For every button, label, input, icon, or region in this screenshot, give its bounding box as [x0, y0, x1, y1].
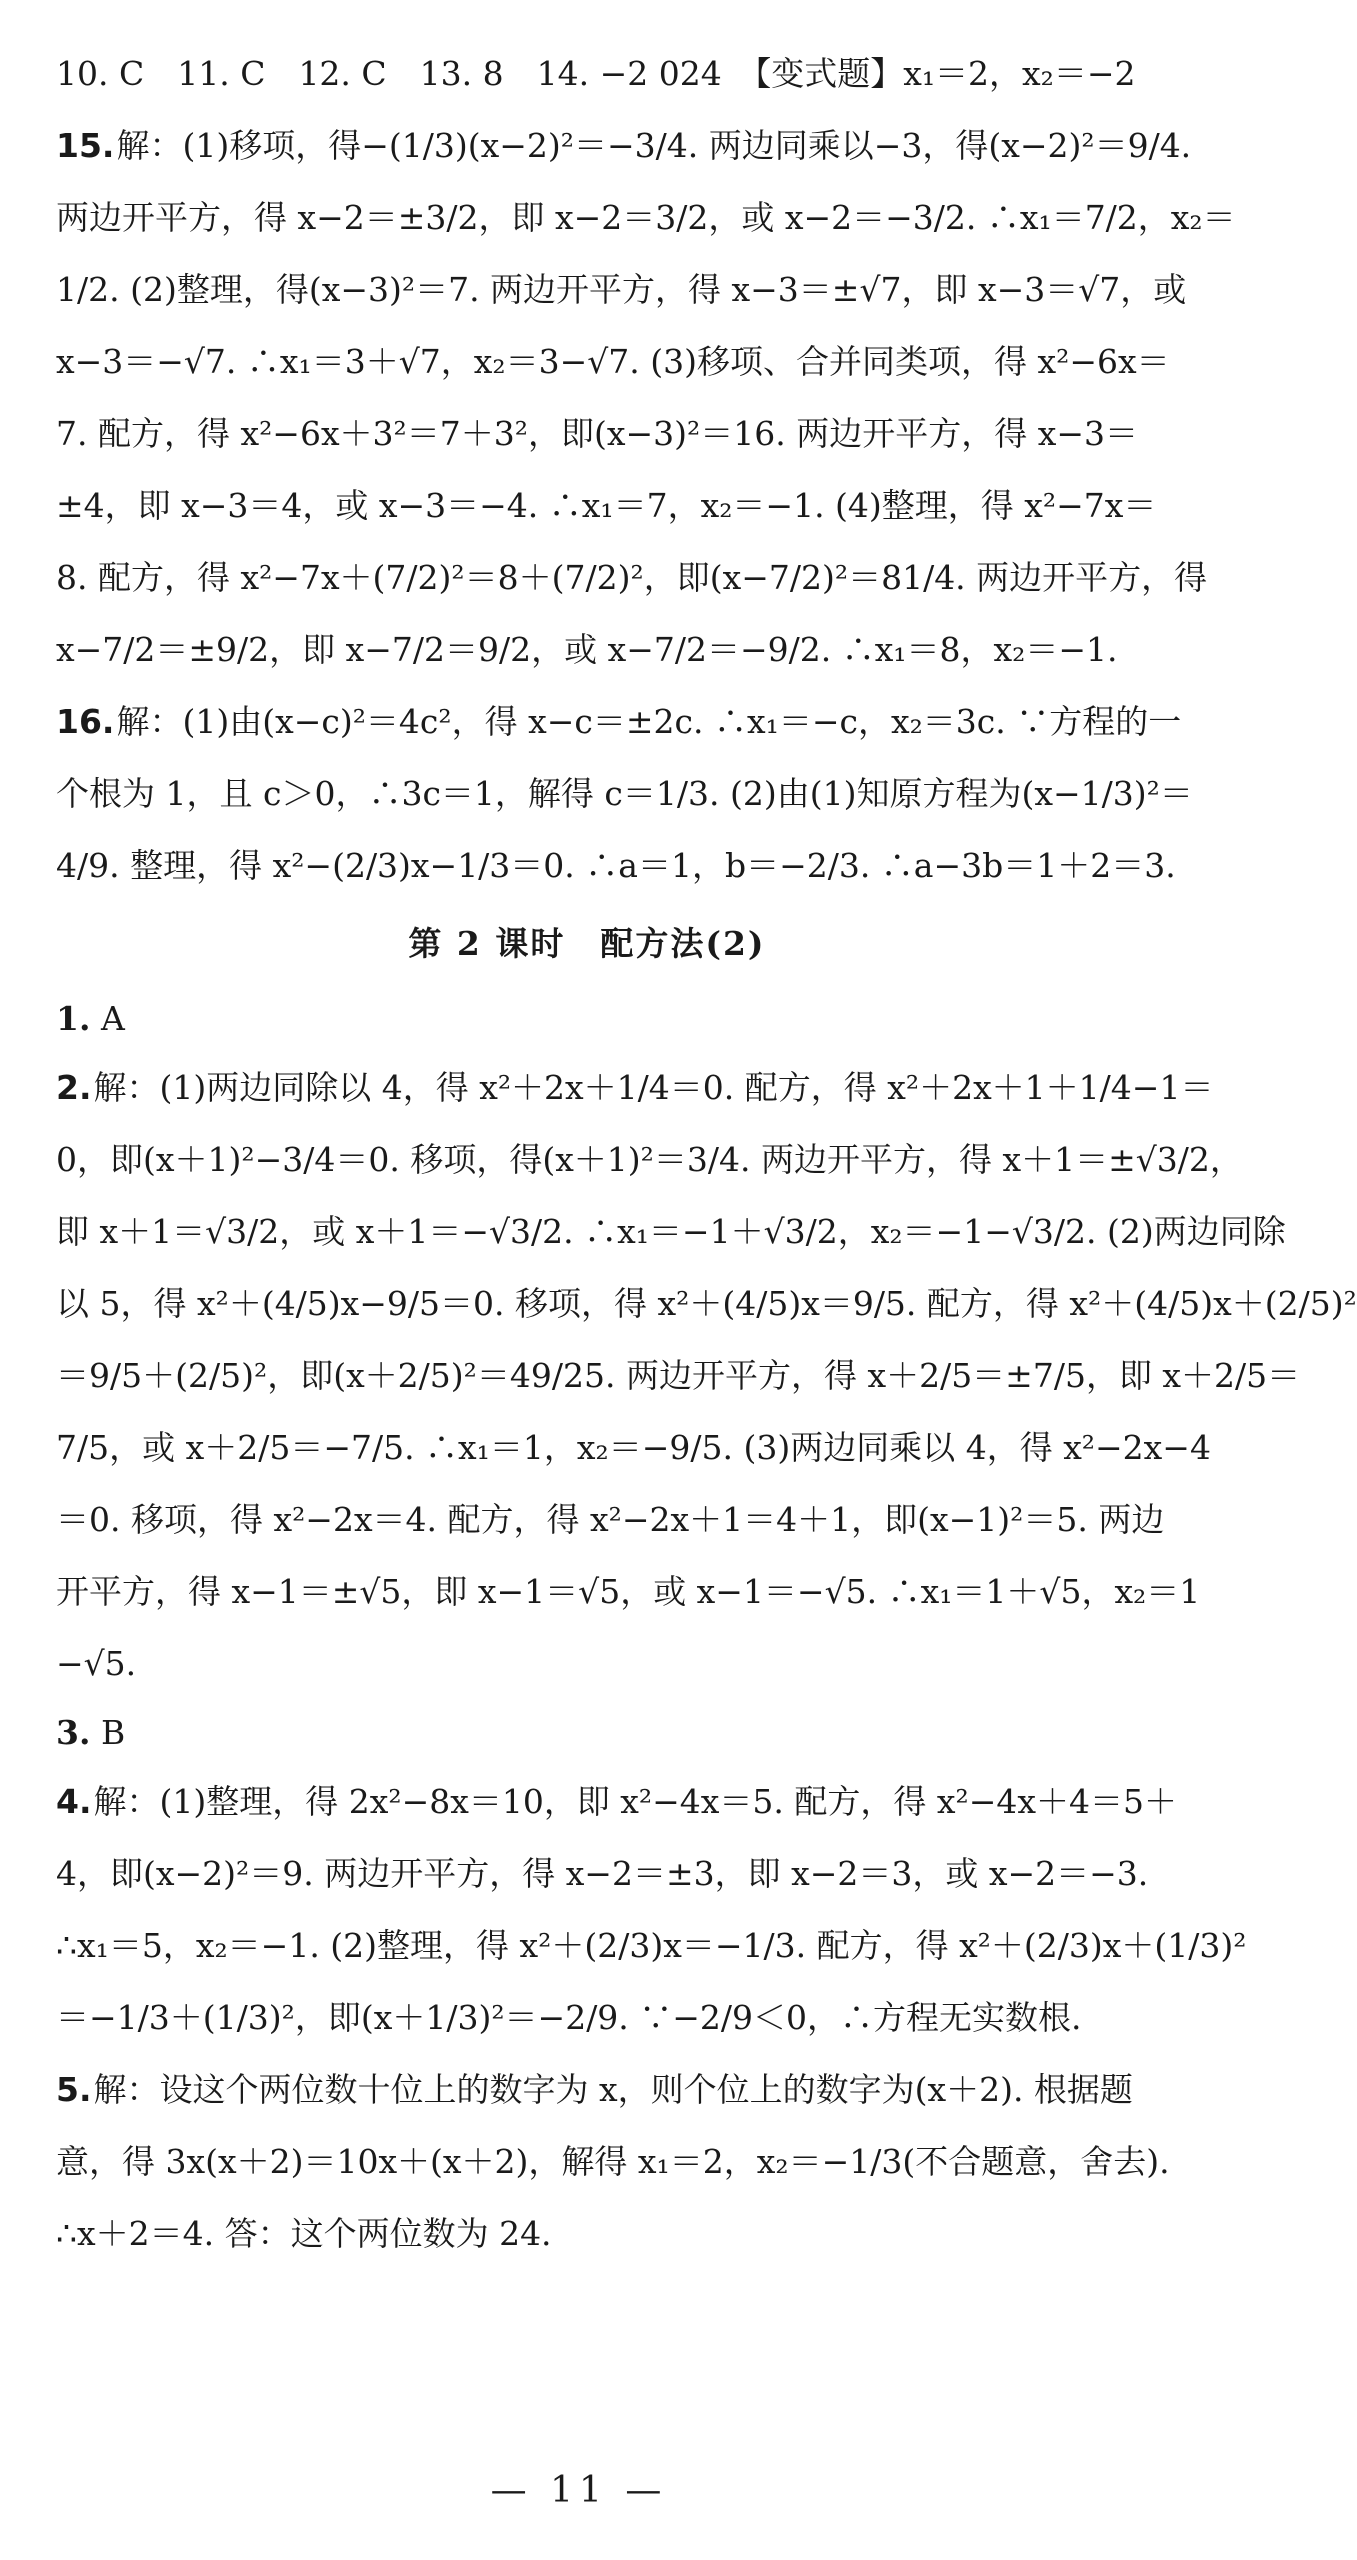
solution-line: ＝−1/3＋(1/3)²，即(x＋1/3)²＝−2/9. ∵−2/9＜0，∴方程无实数根. — [56, 1998, 1082, 2037]
solution-line: ∴x＋2＝4. 答：这个两位数为 24. — [56, 2214, 552, 2253]
solution-line: 解：(1)整理，得 2x²−8x＝10，即 x²−4x＝5. 配方，得 x²−4x＋4＝5＋ — [93, 1782, 1177, 1821]
question-2 — [56, 1052, 1357, 1700]
question-number: 2. — [56, 1068, 92, 1107]
question-3 — [56, 1700, 1118, 1766]
solution-line: 个根为 1，且 c＞0，∴3c＝1，解得 c＝1/3. (2)由(1)知原方程为(x−1/3)²＝ — [56, 774, 1193, 813]
answer-choice: B — [100, 1713, 126, 1752]
question-4 — [56, 1766, 1247, 2054]
question-5 — [56, 2054, 1170, 2270]
solution-line: 1/2. (2)整理，得(x−3)²＝7. 两边开平方，得 x−3＝±√7，即 x−3＝√7，或 — [56, 270, 1187, 309]
section-title: 第 2 课时 配方法(2) — [408, 924, 766, 963]
solution-line: 0，即(x＋1)²−3/4＝0. 移项，得(x＋1)²＝3/4. 两边开平方，得 x＋1＝±√3/2， — [56, 1140, 1243, 1179]
solution-line: 意，得 3x(x＋2)＝10x＋(x＋2)，解得 x₁＝2，x₂＝−1/3(不合题意，舍去). — [56, 2142, 1170, 2181]
solution-line: 开平方，得 x−1＝±√5，即 x−1＝√5，或 x−1＝−√5. ∴x₁＝1＋√5，x₂＝1 — [56, 1572, 1201, 1611]
solution-line: 8. 配方，得 x²−7x＋(7/2)²＝8＋(7/2)²，即(x−7/2)²＝81/4. 两边开平方，得 — [56, 558, 1208, 597]
page-number: — 11 — — [490, 2470, 668, 2511]
solution-line: ±4，即 x−3＝4，或 x−3＝−4. ∴x₁＝7，x₂＝−1. (4)整理，得 x²−7x＝ — [56, 486, 1157, 525]
header-answers: 10. C 11. C 12. C 13. 8 14. −2 024 【变式题】x₁＝2，x₂＝−2 — [56, 54, 1136, 93]
solution-line: 7. 配方，得 x²−6x＋3²＝7＋3²，即(x−3)²＝16. 两边开平方，得 x−3＝ — [56, 414, 1138, 453]
solution-line: x−3＝−√7. ∴x₁＝3＋√7，x₂＝3−√7. (3)移项、合并同类项，得 x²−6x＝ — [56, 342, 1170, 381]
solution-line: x−7/2＝±9/2，即 x−7/2＝9/2，或 x−7/2＝−9/2. ∴x₁＝8，x₂＝−1. — [56, 630, 1118, 669]
solution-line: ＝0. 移项，得 x²−2x＝4. 配方，得 x²−2x＋1＝4＋1，即(x−1)²＝5. 两边 — [56, 1500, 1165, 1539]
solution-line: 两边开平方，得 x−2＝±3/2，即 x−2＝3/2，或 x−2＝−3/2. ∴x₁＝7/2，x₂＝ — [56, 198, 1236, 237]
question-number: 16. — [56, 702, 115, 741]
solution-line: 解：(1)由(x−c)²＝4c²，得 x−c＝±2c. ∴x₁＝−c，x₂＝3c. ∵方程的一 — [116, 702, 1182, 741]
solution-line: 解：设这个两位数十位上的数字为 x，则个位上的数字为(x＋2). 根据题 — [93, 2070, 1133, 2109]
solution-line: 即 x＋1＝√3/2，或 x＋1＝−√3/2. ∴x₁＝−1＋√3/2，x₂＝−1−√3/2. (2)两边同除 — [56, 1212, 1286, 1251]
question-number: 1. — [56, 999, 91, 1038]
solution-line: ＝9/5＋(2/5)²，即(x＋2/5)²＝49/25. 两边开平方，得 x＋2/5＝±7/5，即 x＋2/5＝ — [56, 1356, 1301, 1395]
solution-line: 7/5，或 x＋2/5＝−7/5. ∴x₁＝1，x₂＝−9/5. (3)两边同乘以 4，得 x²−2x−4 — [56, 1428, 1211, 1467]
question-number: 3. — [56, 1713, 91, 1752]
solution-line: 解：(1)移项，得−(1/3)(x−2)²＝−3/4. 两边同乘以−3，得(x−2)²＝9/4. — [116, 126, 1192, 165]
solution-line: 解：(1)两边同除以 4，得 x²＋2x＋1/4＝0. 配方，得 x²＋2x＋1＋1/4−1＝ — [93, 1068, 1214, 1107]
question-16 — [56, 686, 1193, 902]
solution-line: 4/9. 整理，得 x²−(2/3)x−1/3＝0. ∴a＝1，b＝−2/3. ∴a−3b＝1＋2＝3. — [56, 846, 1176, 885]
question-number: 5. — [56, 2070, 92, 2109]
solution-line: 4，即(x−2)²＝9. 两边开平方，得 x−2＝±3，即 x−2＝3，或 x−2＝−3. — [56, 1854, 1149, 1893]
question-number: 4. — [56, 1782, 92, 1821]
question-15 — [56, 110, 1236, 686]
solution-line: −√5. — [56, 1644, 137, 1683]
question-number: 15. — [56, 126, 115, 165]
answer-choice: A — [100, 999, 125, 1038]
question-1 — [56, 986, 1118, 1052]
solution-line: 以 5，得 x²＋(4/5)x−9/5＝0. 移项，得 x²＋(4/5)x＝9/5. 配方，得 x²＋(4/5)x＋(2/5)² — [56, 1284, 1357, 1323]
solution-line: ∴x₁＝5，x₂＝−1. (2)整理，得 x²＋(2/3)x＝−1/3. 配方，得 x²＋(2/3)x＋(1/3)² — [56, 1926, 1247, 1965]
